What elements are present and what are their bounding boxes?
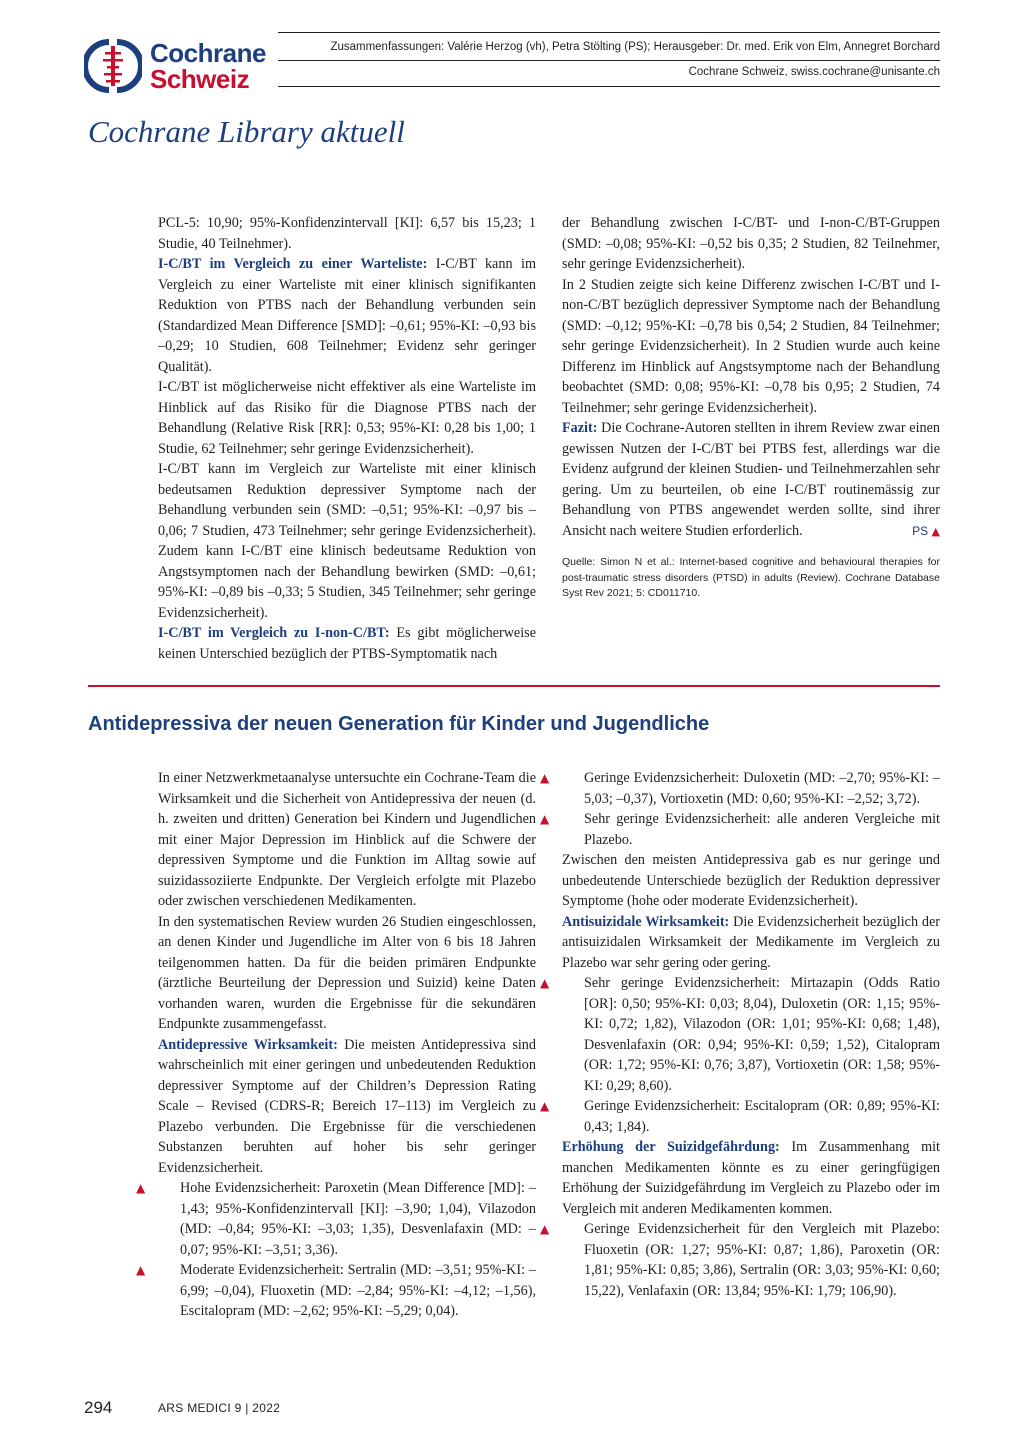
paragraph-label: I-C/BT im Vergleich zu I-non-C/BT: [158, 625, 390, 641]
bullet-text: Sehr geringe Evidenzsicherheit: Mirtazapin (Odds Ratio [OR]: 0,50; 95%-KI: 0,03; 8,04), Duloxetin (OR: 1,15; 95%-KI: 0,72; 1,82), Vilazodon (OR: 1,01; 95%-KI: 0,68; 1,48), Desvenlafaxin (OR: 0,94; 95%-KI: 0,59; 1,52), Citalopram (OR: 1,72; 95%-KI: 0,76; 3,87), Vortioxetin (OR: 1,58; 95%-KI: 0,29; 8,60). [584, 975, 940, 1094]
bullet-item [540, 809, 940, 850]
paragraph-label: I-C/BT im Vergleich zu einer Warteliste: [158, 256, 428, 272]
red-triangle-icon: ▲ [136, 1181, 146, 1195]
paragraph [158, 254, 536, 377]
paragraph [158, 1035, 536, 1179]
cochrane-schweiz-logo [84, 36, 264, 96]
paragraph-text: I-C/BT kann im Vergleich zu einer Warteliste mit einer klinisch signifikanten Reduktion von PTBS nach der Behandlung verbunden sein (Standardized Mean Difference [SMD]: –0,61; 95%-KI: –0,93 bis –0,29; 10 Studien, 608 Teilnehmer; Evidenz sehr geringer Qualität). [158, 256, 536, 375]
cochrane-logo-icon [84, 36, 142, 96]
paragraph: In einer Netzwerkmetaanalyse untersuchte ein Cochrane-Team die Wirksamkeit und die Sicherheit von Antidepressiva der neuen (d. h. zweiten und dritten) Generation bei Kindern und Jugendlichen mit einer Major Depression im Hinblick auf die Schwere der depressiven Symptome und die Funktion im Alltag sowie auf suizidassoziierte Endpunkte. Der Vergleich erfolgte mit Plazebo oder zwischen verschiedenen Medikamenten. [158, 770, 536, 909]
paragraph-label: Erhöhung der Suizidgefährdung: [562, 1139, 780, 1155]
article2-column-left [136, 768, 536, 1322]
red-triangle-icon: ▲ [540, 771, 550, 785]
red-triangle-icon: ▲ [136, 1263, 146, 1277]
section-divider [88, 685, 940, 687]
bullet-text: Moderate Evidenzsicherheit: Sertralin (MD: –3,51; 95%-KI: –6,99; –0,04), Fluoxetin (MD: –2,84; 95%-KI: –4,12; –1,56), Escitalopram (MD: –2,62; 95%-KI: –5,29; 0,04). [180, 1262, 536, 1319]
section-title: Cochrane Library aktuell [88, 114, 405, 149]
bullet-item [136, 1260, 536, 1322]
bullet-text: Geringe Evidenzsicherheit für den Vergleich mit Plazebo: Fluoxetin (OR: 1,27; 95%-KI: 0,87; 1,86), Paroxetin (OR: 1,81; 95%-KI: 0,85; 3,86), Sertralin (OR: 3,03; 95%-KI: 0,60; 15,22), Venlafaxin (OR: 13,84; 95%-KI: 1,79; 106,90). [584, 1221, 940, 1299]
bullet-item [136, 1178, 536, 1260]
article1-column-right [562, 213, 940, 602]
logo-text-cochrane: Cochrane [150, 38, 266, 68]
source-citation: Quelle: Simon N et al.: Internet-based cognitive and behavioural therapies for post-traumatic stress disorders (PTSD) in adults (Review). Cochrane Database Syst Rev 2021; 5: CD011710. [562, 556, 940, 599]
header-rule-bottom [278, 86, 940, 87]
paragraph: PCL-5: 10,90; 95%-Konfidenzintervall [KI]: 6,57 bis 15,23; 1 Studie, 40 Teilnehmer). [158, 215, 536, 252]
bullet-item [540, 1219, 940, 1301]
paragraph-text: Die Evidenzsicherheit bezüglich der antisuizidalen Wirksamkeit der Medikamente im Vergleich zu Plazebo war sehr gering oder gering. [562, 913, 941, 971]
article2-column-right [540, 768, 941, 1301]
header-credits: Zusammenfassungen: Valérie Herzog (vh), Petra Stölting (PS); Herausgeber: Dr. med. Erik von Elm, Annegret Borchard [330, 41, 940, 53]
article2-title: Antidepressiva der neuen Generation für Kinder und Jugendliche [88, 713, 710, 735]
paragraph-text: Im Zusammenhang mit manchen Medikamenten könnte es zu einer geringfügigen Erhöhung der Suizidgefährdung im Vergleich zu Plazebo oder im Vergleich mit anderen Medikamenten kommen. [562, 1139, 940, 1217]
bullet-item [540, 1096, 940, 1137]
bullet-text: Geringe Evidenzsicherheit: Escitalopram (OR: 0,89; 95%-KI: 0,43; 1,84). [584, 1098, 940, 1135]
page-number: 294 [84, 1398, 113, 1417]
bullet-item [540, 768, 940, 809]
paragraph: der Behandlung zwischen I-C/BT- und I-non-C/BT-Gruppen (SMD: –0,08; 95%-KI: –0,52 bis 0,35; 2 Studien, 82 Teilnehmer, sehr geringe Evidenzsicherheit). [562, 215, 940, 272]
header-rule-top [278, 32, 940, 33]
paragraph-label: Antisuizidale Wirksamkeit: [562, 913, 730, 930]
paragraph: Zwischen den meisten Antidepressiva gab es nur geringe und unbedeutende Unterschiede bezüglich der Reduktion depressiver Symptome (hohe oder moderate Evidenzsicherheit). [562, 852, 940, 909]
red-triangle-icon: ▲ [540, 976, 550, 990]
paragraph: I-C/BT ist möglicherweise nicht effektiver als eine Warteliste im Hinblick auf das Risiko für die Diagnose PTBS nach der Behandlung (Relative Risk [RR]: 0,53; 95%-KI: 0,28 bis 1,00; 1 Studie, 62 Teilnehmer; sehr geringe Evidenzsicherheit). [158, 379, 536, 457]
paragraph-label: Antidepressive Wirksamkeit: [158, 1036, 338, 1053]
bullet-item [540, 973, 940, 1096]
paragraph: I-C/BT kann im Vergleich zur Warteliste mit einer klinisch bedeutsamen Reduktion depressiver Symptome nach der Behandlung verbunden sein (SMD: –0,51; 95%-KI: –0,97 bis –0,06; 7 Studien, 473 Teilnehmer; sehr geringe Evidenzsicherheit). Zudem kann I-C/BT eine klinisch bedeutsame Reduktion von Angstsymptomen nach der Behandlung bewirken (SMD: –0,61; 95%-KI: –0,89 bis –0,33; 5 Studien, 345 Teilnehmer; sehr geringe Evidenzsicherheit). [158, 461, 536, 621]
paragraph [562, 1137, 940, 1219]
paragraph: In den systematischen Review wurden 26 Studien eingeschlossen, an denen Kinder und Jugendliche im Alter von 6 bis 18 Jahren teilgenommen hatten. Da für die beiden primären Endpunkte (ärztliche Beurteilung der Depression und Suizid) keine Daten vorhanden waren, wurden die Ergebnisse für die sekundären Endpunkte zusammengefasst. [158, 913, 536, 1032]
journal-footer: ARS MEDICI 9 | 2022 [158, 1401, 281, 1415]
paragraph-label: Fazit: [562, 420, 598, 436]
paragraph [562, 418, 940, 541]
bullet-text: Geringe Evidenzsicherheit: Duloxetin (MD: –2,70; 95%-KI: –5,03; –0,37), Vortioxetin (MD: 0,60; 95%-KI: –2,52; 3,72). [584, 770, 940, 807]
paragraph [158, 623, 536, 664]
paragraph-text: Die Cochrane-Autoren stellten in ihrem Review zwar einen gewissen Nutzen der I-C/BT bei PTBS fest, allerdings war die Evidenz aufgrund der kleinen Studien- und Teilnehmerzahlen sehr gering. Um zu beurteilen, ob eine I-C/BT routinemässig zur Behandlung von PTBS angewendet werden sollte, sind ihrer Ansicht nach weitere Studien erforderlich. [562, 420, 940, 539]
header-rule-middle [278, 60, 940, 61]
bullet-text: Hohe Evidenzsicherheit: Paroxetin (Mean Difference [MD]: –1,43; 95%-Konfidenzintervall [KI]: –3,90; 1,04), Vilazodon (MD: –0,84; 95%-KI: –3,03; 1,35), Desvenlafaxin (MD: –0,07; 95%-KI: –3,51; 3,36). [180, 1180, 536, 1258]
paragraph: In 2 Studien zeigte sich keine Differenz zwischen I-C/BT und I-non-C/BT bezüglich depressiver Symptome nach der Behandlung (SMD: –0,12; 95%-KI: –0,78 bis 0,54; 2 Studien, 84 Teilnehmer; sehr geringe Evidenzsicherheit). In 2 Studien wurde auch keine Differenz im Hinblick auf Angstsymptome nach der Behandlung beobachtet (SMD: 0,08; 95%-KI: –0,78 bis 0,95; 2 Studien, 74 Teilnehmer; sehr geringe Evidenzsicherheit). [562, 276, 940, 416]
author-signature [912, 521, 940, 543]
author-initials: PS [912, 523, 929, 538]
bullet-text: Sehr geringe Evidenzsicherheit: alle anderen Vergleiche mit Plazebo. [584, 811, 940, 848]
red-triangle-icon: ▲ [540, 812, 550, 826]
paragraph-text: Die meisten Antidepressiva sind wahrscheinlich mit einer geringen und unbedeutenden Reduktion depressiver Symptome auf der Children’s Depression Rating Scale – Revised (CDRS-R; Bereich 17–113) im Vergleich zu Plazebo verbunden. Die Ergebnisse für die verschiedenen Substanzen beruhten auf hoher bis sehr geringer Evidenzsicherheit. [158, 1036, 536, 1176]
logo-text-schweiz: Schweiz [150, 64, 250, 94]
header-contact: Cochrane Schweiz, swiss.cochrane@unisante.ch [688, 66, 940, 78]
article1-column-left [158, 213, 536, 664]
red-triangle-icon: ▲ [540, 1222, 550, 1236]
paragraph [562, 912, 940, 974]
red-triangle-icon: ▲ [540, 1099, 550, 1113]
red-triangle-icon: ▲ [931, 524, 940, 538]
paragraph-text: Es gibt möglicherweise keinen Unterschied bezüglich der PTBS-Symptomatik nach [158, 625, 536, 662]
